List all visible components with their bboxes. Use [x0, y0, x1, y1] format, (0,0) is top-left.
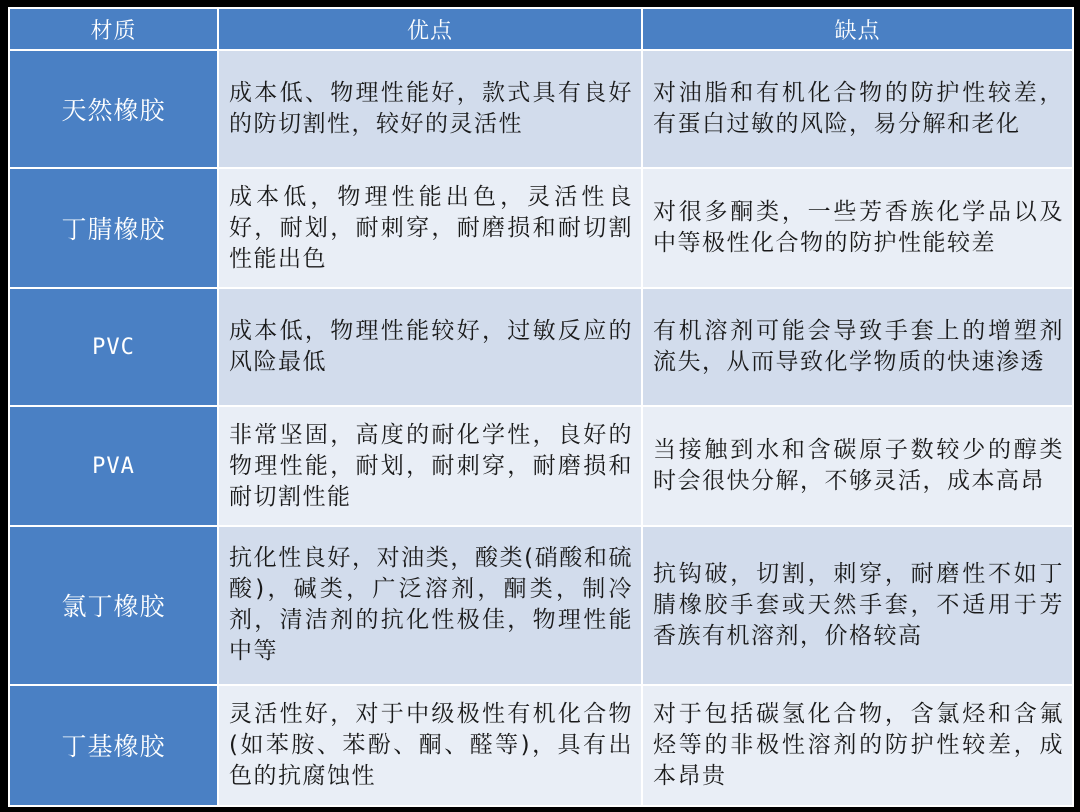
cons-cell: 有机溶剂可能会导致手套上的增塑剂流失，从而导致化学物质的快速渗透: [642, 288, 1073, 406]
material-cell: 丁基橡胶: [9, 685, 218, 807]
cons-cell: 对油脂和有机化合物的防护性较差，有蛋白过敏的风险，易分解和老化: [642, 50, 1073, 168]
cons-cell: 对于包括碳氢化合物，含氯烃和含氟烃等的非极性溶剂的防护性较差，成本昂贵: [642, 685, 1073, 807]
material-cell: PVA: [9, 406, 218, 525]
pros-cell: 成本低，物理性能较好，过敏反应的风险最低: [218, 288, 642, 406]
table-row: [9, 50, 1073, 168]
table-row: [9, 406, 1073, 525]
cons-cell: 当接触到水和含碳原子数较少的醇类时会很快分解，不够灵活，成本高昂: [642, 406, 1073, 525]
pros-cell: 非常坚固，高度的耐化学性，良好的物理性能，耐划，耐刺穿，耐磨损和耐切割性能: [218, 406, 642, 525]
pros-cell: 灵活性好，对于中级极性有机化合物(如苯胺、苯酚、酮、醛等)，具有出色的抗腐蚀性: [218, 685, 642, 807]
material-cell: 天然橡胶: [9, 50, 218, 168]
material-cell: 丁腈橡胶: [9, 168, 218, 287]
table-row: [9, 526, 1073, 685]
table-row: [9, 288, 1073, 406]
material-cell: PVC: [9, 288, 218, 406]
header-pros: 优点: [218, 8, 642, 50]
table-header: [9, 8, 1073, 50]
glove-material-comparison-table: [8, 7, 1074, 807]
cons-cell: 对很多酮类，一些芳香族化学品以及中等极性化合物的防护性能较差: [642, 168, 1073, 287]
table-row: [9, 685, 1073, 807]
header-material: 材质: [9, 8, 218, 50]
material-cell: 氯丁橡胶: [9, 526, 218, 685]
header-cons: 缺点: [642, 8, 1073, 50]
pros-cell: 抗化性良好，对油类，酸类(硝酸和硫酸)，碱类，广泛溶剂，酮类，制冷剂，清洁剂的抗化性极佳，物理性能中等: [218, 526, 642, 685]
table-body: [9, 50, 1073, 806]
pros-cell: 成本低、物理性能好，款式具有良好的防切割性，较好的灵活性: [218, 50, 642, 168]
cons-cell: 抗钩破，切割，刺穿，耐磨性不如丁腈橡胶手套或天然手套，不适用于芳香族有机溶剂，价格较高: [642, 526, 1073, 685]
header-row: [9, 8, 1073, 50]
table-row: [9, 168, 1073, 287]
pros-cell: 成本低，物理性能出色，灵活性良好，耐划，耐刺穿，耐磨损和耐切割性能出色: [218, 168, 642, 287]
